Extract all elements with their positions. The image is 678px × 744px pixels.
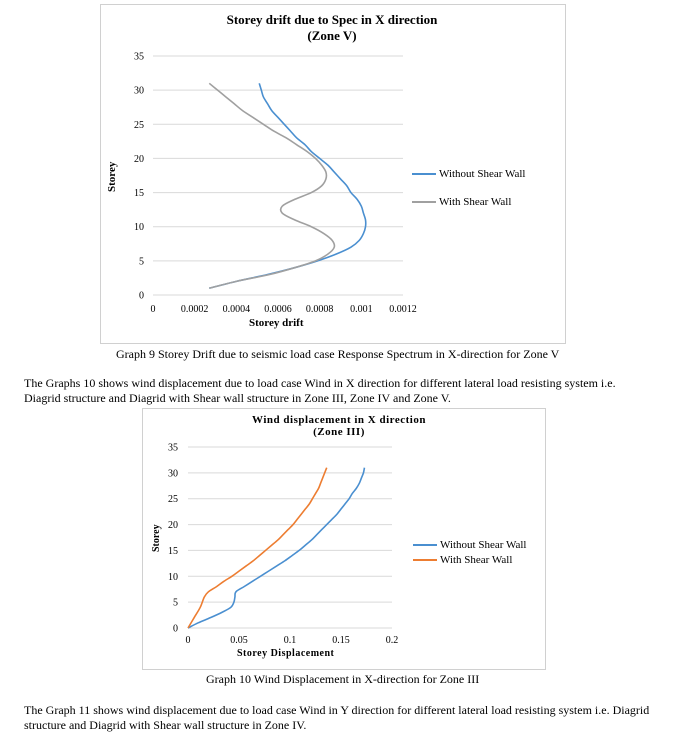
chart-2-ytick-label: 30 <box>168 468 178 480</box>
chart-2-xtick-label: 0.05 <box>230 635 248 646</box>
chart-1-title-line1: Storey drift due to Spec in X direction <box>226 12 438 27</box>
chart-1-ytick-label: 35 <box>134 51 144 63</box>
chart-2-legend-item <box>413 554 512 566</box>
chart-1-xtick-label: 0.0012 <box>389 304 417 315</box>
chart-2-ytick-label: 25 <box>168 494 178 506</box>
chart-1-xtick-label: 0.0004 <box>222 304 251 315</box>
chart-2-ytick-label: 5 <box>173 597 178 609</box>
chart-2-legend-item <box>413 539 526 551</box>
chart-1-caption: Graph 9 Storey Drift due to seismic load case Response Spectrum in X-direction for Zone V <box>116 347 560 361</box>
chart-2-ylabel: Storey <box>151 524 162 552</box>
chart-2-legend-label: Without Shear Wall <box>440 539 527 551</box>
chart-1-xtick-label: 0.001 <box>350 304 373 315</box>
chart-2-ytick-label: 15 <box>168 545 178 557</box>
chart-2-title-line2: (Zone III) <box>313 426 365 438</box>
chart-2-series-line-1 <box>188 468 364 628</box>
chart-2-title-line1: Wind displacement in X direction <box>252 414 426 426</box>
chart-1-ytick-label: 10 <box>134 222 144 234</box>
chart-2-legend-swatch <box>413 544 437 546</box>
chart-2-ytick-label: 20 <box>168 520 178 532</box>
chart-2-legend-label: With Shear Wall <box>440 554 513 566</box>
paragraph-2: The Graph 11 shows wind displacement due to load case Wind in Y direction for different lateral load resisting system i.e. Diagrid structure and Diagrid with Shear wall structure in Zone IV. <box>24 703 650 732</box>
chart-1-ylabel: Storey <box>106 161 118 192</box>
chart-2-xlabel: Storey Displacement <box>237 648 335 659</box>
chart-2-ytick-label: 10 <box>168 571 178 583</box>
chart-1-xtick-label: 0.0002 <box>180 304 209 315</box>
chart-1-legend-label: Without Shear Wall <box>439 168 526 180</box>
chart-1-title-line2: (Zone V) <box>307 28 357 43</box>
paragraph-1: The Graphs 10 shows wind displacement due to load case Wind in X direction for different lateral load resisting system i.e. Diagrid structure and Diagrid with Shear wall structure in Zone III, Zone IV and Zone V. <box>24 376 616 405</box>
chart-2-xtick-label: 0.15 <box>332 635 350 646</box>
chart-1-ytick-label: 15 <box>134 188 144 200</box>
chart-1-xtick-label: 0 <box>150 304 156 315</box>
chart-1-xtick-label: 0.0006 <box>264 304 292 315</box>
chart-1-ytick-label: 25 <box>134 119 144 131</box>
chart-1-ytick-label: 0 <box>139 290 144 302</box>
chart-1-xlabel: Storey drift <box>249 317 304 329</box>
chart-1-legend-label: With Shear Wall <box>439 196 512 208</box>
chart-2-xtick-label: 0.1 <box>283 635 297 646</box>
chart-2-caption: Graph 10 Wind Displacement in X-direction for Zone III <box>206 672 480 686</box>
chart-2-legend-swatch <box>413 559 437 561</box>
chart-2-xtick-label: 0 <box>185 635 191 646</box>
chart-1-ytick-label: 5 <box>139 256 144 268</box>
chart-2-xtick-label: 0.2 <box>385 635 399 646</box>
chart-2-ytick-label: 35 <box>168 442 178 454</box>
chart-2-ytick-label: 0 <box>173 623 178 635</box>
chart-1-ytick-label: 30 <box>134 85 144 97</box>
chart-2-series-line-2 <box>188 468 327 628</box>
chart-1-xtick-label: 0.0008 <box>305 304 334 315</box>
chart-1-ytick-label: 20 <box>134 153 144 165</box>
